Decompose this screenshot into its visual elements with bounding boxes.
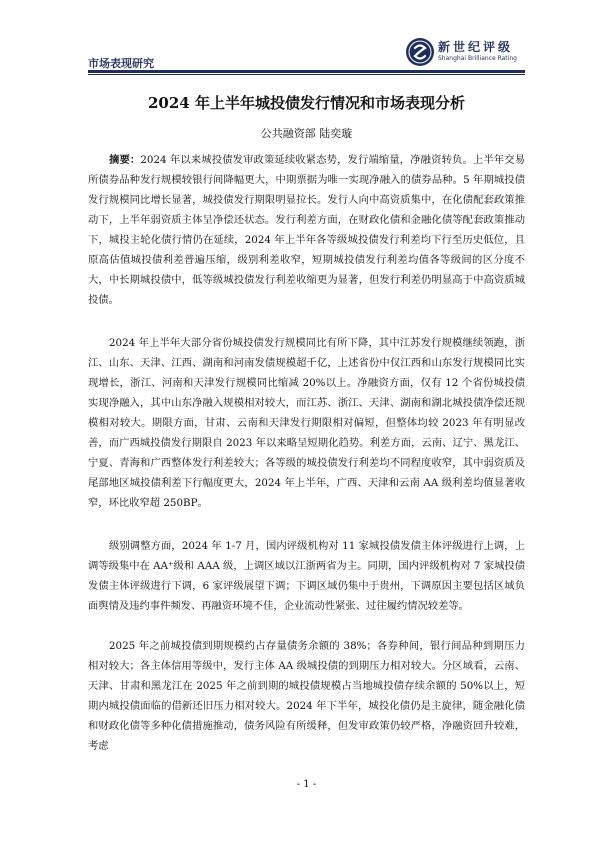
header-divider xyxy=(88,70,525,73)
author-line: 公共融资部 陆奕璇 xyxy=(260,127,353,140)
document-title: 2024 年上半年城投债发行情况和市场表现分析 xyxy=(148,94,465,112)
body-paragraph-regional: 2024 年上半年大部分省份城投债发行规模同比有所下降，其中江苏发行规模继续领跑，浙江、山东、天津、江西、湖南和河南发债规模超千亿，上述省份中仅江西和山东发行规模同比实现增长，浙江、河南和天津发行规模同比缩减 20%以上。净融资方面，仅有 12 个省份城投债实现净融入，其中山东净融入规模相对较大，而江苏、浙江、天津、湖南和湖北城投债净偿还规模相对较大。期限方面，甘肃、云南和天津发行期限相对偏短，但整体均较 2023 年有明显改善，而广西城投债发行期限自 2023 年以来略呈短期化趋势。利差方面，云南、辽宁、黑龙江、宁夏、青海和广西整体发行利差较大；各等级的城投债发行利差均不同程度收窄，其中弱资质及尾部地区城投债利差下行幅度更大，2024 年上半年，广西、天津和云南 AA 级利差均值显著收窄，环比收窄超 250BP。 xyxy=(88,337,525,509)
logo-english-name: Shanghai Brilliance Rating xyxy=(438,55,517,62)
body-paragraph-maturity: 2025 年之前城投债到期规模约占存量债务余额的 38%；各券种间，银行间品种到期压力相对较大；各主体信用等级中，发行主体 AA 级城投债的到期压力相对较大。分区域看，云南、天津、甘肃和黑龙江在 2025 年之前到期的城投债规模占当地城投债存续余额的 50%以上，短期内城投债面临的借新还旧压力相对较大。2024 年下半年，城投化债仍是主旋律，随金融化债和财政化债等多种化债措施推动，债务风险有所缓释，但发审政策仍较严格，净融资回升较难，考虑 xyxy=(88,640,525,752)
section-label: 市场表现研究 xyxy=(88,57,154,70)
company-logo xyxy=(405,36,525,70)
logo-chinese-name: 新世纪评级 xyxy=(438,40,514,54)
abstract-text: 2024 年以来城投债发审政策延续收紧态势，发行端缩量，净融资转负。上半年交易所债券品种发行规模较银行间降幅更大，中期票据为唯一实现净融入的债券品种。5 年期城投债发行规模同比增长显著，城投债发行期限明显拉长。发行人向中高资质集中，在化债配套政策推动下，上半年弱资质主体呈净偿还状态。发行利差方面，在财政化债和金融化债等配套政策推动下，城投主轮化债行情仍在延续，2024 年上半年各等级城投债发行利差均下行至历史低位，且原高估值城投债利差普遍压缩，级别利差收窄，短期城投债发行利差均值各等级间的区分度不大，中长期城投债中，低等级城投债发行利差收缩更为显著，但发行利差仍明显高于中高资质城投债。 xyxy=(88,154,525,306)
body-paragraph-rating-adjustment: 级别调整方面，2024 年 1-7 月，国内评级机构对 11 家城投债发债主体评级进行上调，上调等级集中在 AA⁺级和 AAA 级，上调区域以江浙两省为主。同期，国内评级机构对 7 家城投债发债主体评级进行下调，6 家评级展望下调；下调区域仍集中于贵州，下调原因主要包括区域负面舆情及违约事件频发、再融资环境不佳，企业流动性紧张、过往履约情况较差等。 xyxy=(88,540,525,612)
brilliance-rating-emblem-icon xyxy=(405,37,435,67)
header-divider-thin xyxy=(88,74,525,75)
abstract-label: 摘要： xyxy=(109,154,141,166)
page-number: - 1 - xyxy=(296,779,317,790)
abstract-paragraph xyxy=(88,150,525,310)
